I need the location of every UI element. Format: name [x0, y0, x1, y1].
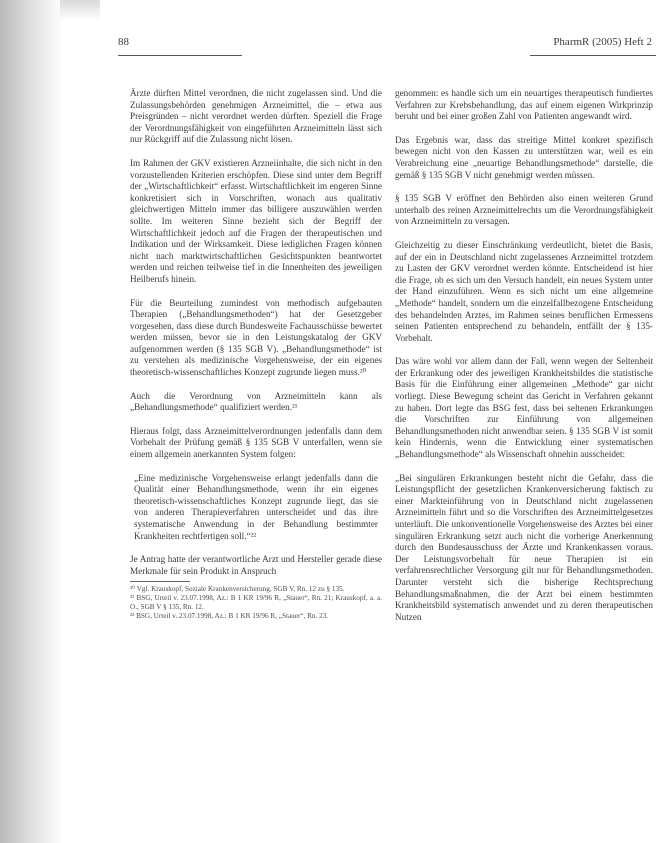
left-column: [130, 88, 382, 621]
paragraph: Das wäre wohl vor allem dann der Fall, wenn wegen der Seltenheit der Erkrankung oder des jeweiligen Krankheitsbildes die statistische Basis für die Einführung einer allgemeinen „Methode“ gar nicht vorliegt. Diese Bewegung scheint das Gericht in Verfahren gekannt zu haben. Dort legte das BSG fest, dass bei seltenen Erkrankungen die Vorschriften zur Einführung von allgemeinen Behandlungsmethoden nicht anwendbar seien. § 135 SGB V ist somit kein Hindernis, wenn die Entwicklung einer systematischen „Behandlungsmethode“ als Wissenschaft ohnehin ausscheidet:: [395, 356, 653, 460]
paragraph: Gleichzeitig zu dieser Einschränkung verdeutlicht, bietet die Basis, auf der ein in Deutschland nicht zugelassenes Arzneimittel trotzdem zu Lasten der GKV verordnet werden könnte. Entscheidend ist hier die Frage, ob es sich um den Versuch handelt, ein neues System unter der Hand einzuführen. Wenn es sich nicht um eine allgemeine „Methode“ handelt, sondern um die einzelfallbezogene Entscheidung des behandelnden Arztes, im Rahmen seines beruflichen Ermessens seinen Patienten entsprechend zu behandeln, entfällt der § 135-Vorbehalt.: [395, 239, 653, 343]
block-quote: „Bei singulären Erkrankungen besteht nicht die Gefahr, dass die Leistungspflicht der gesetzlichen Krankenversicherung faktisch zu einer Markteinführung von in Deutschland nicht zugelassenen Arzneimitteln führt und so die Vorschriften des Arzneimittelgesetzes unterläuft. Die unkonventionelle Vorgehensweise des Arztes bei einer singulären Erkrankung setzt auch nicht die vorherige Anerkennung durch den Bundesausschuss der Ärzte und Krankenkassen voraus. Der Leistungsvorbehalt für neue Therapien ist ein verfahrensrechtlicher Versorgung gilt nur für Behandlungsmethoden. Darunter versteht sich die bisherige Rechtsprechung Behandlungsmaßnahmen, die der Arzt bei einem bestimmten Krankheitsbild systematisch anwendet und zu deren therapeutischen Nutzen: [395, 472, 653, 622]
paragraph: Ärzte dürften Mittel verordnen, die nicht zugelassen sind. Und die Zulassungsbehörden genehmigen Arzneimittel, die – etwa aus Preisgründen – nicht verordnet werden dürften. Speziell die Frage der Verordnungsfähigkeit von eingeführten Arzneimitteln lässt sich nur Rückgriff auf die Zulassung nicht lösen.: [130, 88, 382, 145]
paragraph: Das Ergebnis war, dass das streitige Mittel konkret spezifisch bewegen nicht von den Kassen zu unterstützen war, weil es ein Verabreichung eine „neuartige Behandlungsmethode“ darstelle, die gemäß § 135 SGB V nicht genehmigt werden müssen.: [395, 134, 653, 180]
paragraph: genommen: es handle sich um ein neuartiges therapeutisch fundiertes Verfahren zur Krebsbehandlung, das auf einem eigenen Wirkprinzip beruht und bei einer großen Zahl von Patienten angewandt wird.: [395, 88, 653, 122]
paragraph: § 135 SGB V eröffnet den Behörden also einen weiteren Grund unterhalb des reinen Arzneimittelrechts um die Verordnungsfähigkeit von Arzneimitteln zu versagen.: [395, 193, 653, 227]
footnote-rule: [130, 581, 190, 582]
footnote: ²² BSG, Urteil v. 23.07.1998, Az.: B 1 KR 19/96 R, „Stauer“, Rn. 23.: [130, 612, 329, 621]
journal-title: PharmR (2005) Heft 2: [553, 36, 652, 48]
footnote: ²¹ BSG, Urteil v. 23.07.1998, Az.: B 1 KR 19/96 R, „Stauer“, Rn. 21; Krauskopf, a. a. O., SGB V § 135, Rn. 12.: [130, 594, 382, 612]
paragraph: Hieraus folgt, dass Arzneimittelverordnungen jedenfalls dann dem Vorbehalt der Prüfung gemäß § 135 SGB V unterfallen, wenn sie einem allgemein anerkannten System folgen:: [130, 425, 382, 460]
block-quote: „Eine medizinische Vorgehensweise erlangt jedenfalls dann die Qualität einer Behandlungsmethode, wenn ihr ein eigenes theoretisch-wissenschaftliches Konzept zugrunde liegt, das sie von anderen Therapieverfahren unterscheidet und das ihre systematische Anwendung in der Behandlung bestimmter Krankheiten rechtfertigen soll.“²²: [134, 472, 378, 541]
paragraph: Im Rahmen der GKV existieren Arzneiinhalte, die sich nicht in den vorzustellenden Kriterien erschöpfen. Diese sind unter dem Begriff der „Wirtschaftlichkeit“ erfasst. Wirtschaftlichkeit im engeren Sinne konkretisiert sich in Vorschriften, wonach aus qualitativ gleichwertigen Mitteln immer das billigere auszuwählen werden sollte. Im weiteren Sinne bezieht sich der Begriff der Wirtschaftlichkeit jedoch auf die Fragen der therapeutischen und Indikation und der Wirksamkeit. Diese lediglichen Fragen können nicht nach marktwirtschaftlichen Gesichtspunkten beantwortet werden und reichen teilweise tief in die Innenheiten des jeweiligen Heilberufs hinein.: [130, 157, 382, 284]
header-rule-left: [118, 55, 242, 56]
scan-corner: [60, 0, 100, 20]
page-header: [118, 36, 652, 52]
scan-shadow: [0, 0, 64, 843]
paragraph: Für die Beurteilung zumindest von methodisch aufgebauten Therapien („Behandlungsmethoden“) hat der Gesetzgeber vorgesehen, dass diese durch Bundesweite Fachausschüsse bewertet werden müssen, bevor sie in den Leistungskatalog der GKV aufgenommen werden (§ 135 SGB V). „Behandlungsmethode“ ist zu verstehen als medizinische Vorgehensweise, der ein eigenes theoretisch-wissenschaftliches Konzept zugrunde liegen muss.²⁰: [130, 297, 382, 378]
paragraph: Je Antrag hatte der verantwortliche Arzt und Hersteller gerade diese Merkmale für sein Produkt in Anspruch: [130, 554, 382, 576]
footnote: ²⁰ Vgl. Krauskopf, Soziale Krankenversicherung, SGB V, Rn. 12 zu § 135.: [130, 585, 345, 594]
footnotes: [130, 585, 382, 621]
paragraph: Auch die Verordnung von Arzneimitteln kann als „Behandlungsmethode“ qualifiziert werden.²¹: [130, 390, 382, 413]
right-column: [395, 88, 653, 635]
page-number: 88: [118, 36, 129, 48]
header-rule-right: [530, 55, 656, 56]
